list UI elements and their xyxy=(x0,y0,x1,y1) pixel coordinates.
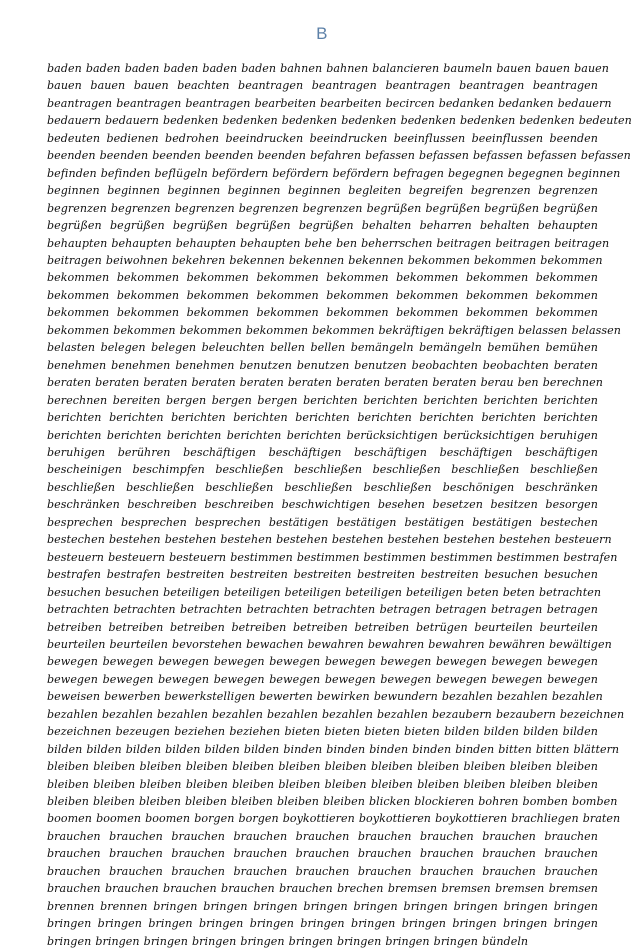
word-list-line: bleiben bleiben bleiben bleiben bleiben bleiben bleiben bleiben bleiben bleiben bleiben bleiben xyxy=(47,777,598,791)
word-list-line: brauchen brauchen brauchen brauchen brauchen brauchen brauchen brauchen brauchen xyxy=(47,847,598,861)
word-list-line: bekommen bekommen bekommen bekommen bekommen bekommen bekommen bekommen xyxy=(47,306,598,320)
word-list-body xyxy=(47,60,632,950)
word-list-line: betrachten betrachten betrachten betrachten betrachten betragen betragen betragen betragen xyxy=(47,603,598,617)
word-list-line: beraten beraten beraten beraten beraten beraten beraten beraten beraten berau ben berechnen xyxy=(47,376,603,390)
word-list-line: bauen bauen bauen beachten beantragen beantragen beantragen beantragen beantragen xyxy=(47,79,598,93)
word-list-line: bestrafen bestrafen bestreiten bestreiten bestreiten bestreiten bestreiten besuchen besuchen xyxy=(47,568,598,582)
word-list-line: beenden beenden beenden beenden beenden befahren befassen befassen befassen befassen befassen xyxy=(47,149,631,163)
word-list-line: boomen boomen boomen borgen borgen boykottieren boykottieren boykottieren brachliegen braten xyxy=(47,812,621,826)
word-list-line: betreiben betreiben betreiben betreiben betreiben betreiben betrügen beurteilen beurteilen xyxy=(47,620,598,634)
word-list-line: beschränken beschreiben beschreiben beschwichtigen besehen besetzen besitzen besorgen xyxy=(47,498,598,512)
page-title-letter: B xyxy=(316,24,328,43)
word-list-line: befinden befinden beflügeln befördern befördern befördern befragen begegnen begegnen beginnen xyxy=(47,166,621,180)
word-list-line: bekommen bekommen bekommen bekommen bekommen bekräftigen bekräftigen belassen belassen xyxy=(47,323,621,337)
word-list-line: beruhigen berühren beschäftigen beschäftigen beschäftigen beschäftigen beschäftigen xyxy=(47,445,598,459)
word-list-line: benehmen benehmen benehmen benutzen benutzen benutzen beobachten beobachten beraten xyxy=(47,358,598,372)
word-list-line: besuchen besuchen beteiligen beteiligen beteiligen beteiligen beteiligen beten beten betrachten xyxy=(47,585,602,599)
word-list-line: beweisen bewerben bewerkstelligen bewerten bewirken bewundern bezahlen bezahlen bezahlen xyxy=(47,690,603,704)
word-list-line: baden baden baden baden baden baden bahnen bahnen balancieren baumeln bauen bauen bauen xyxy=(47,62,609,75)
word-list-line: brennen brennen bringen bringen bringen bringen bringen bringen bringen bringen bringen xyxy=(47,899,598,913)
word-list-line: bekommen bekommen bekommen bekommen bekommen bekommen bekommen bekommen xyxy=(47,288,598,302)
word-list-line: bezeichnen bezeugen beziehen beziehen bieten bieten bieten bieten bilden bilden bilden bilden xyxy=(47,725,598,739)
word-list-line: begrenzen begrenzen begrenzen begrenzen begrenzen begrüßen begrüßen begrüßen begrüßen xyxy=(47,201,598,215)
word-list-line: bringen bringen bringen bringen bringen bringen bringen bringen bringen bündeln xyxy=(47,934,529,948)
word-list-line: beitragen beiwohnen bekehren bekennen bekennen bekennen bekommen bekommen bekommen xyxy=(47,253,603,267)
word-list-line: brauchen brauchen brauchen brauchen brauchen brechen bremsen bremsen bremsen bremsen xyxy=(47,882,598,896)
word-list-line: berichten berichten berichten berichten berichten berichten berichten berichten berichten xyxy=(47,411,598,425)
word-list-line: bleiben bleiben bleiben bleiben bleiben bleiben bleiben blicken blockieren bohren bomben bomben xyxy=(47,795,618,809)
word-list-line: bilden bilden bilden bilden bilden bilden binden binden binden binden binden bitten bitten blättern xyxy=(47,742,620,756)
word-list-line: behaupten behaupten behaupten behaupten behe ben beherrschen beitragen beitragen beitragen xyxy=(47,236,610,250)
word-list-line: bedeuten bedienen bedrohen beeindrucken beeindrucken beeinflussen beeinflussen beenden xyxy=(47,131,598,145)
word-list-line: brauchen brauchen brauchen brauchen brauchen brauchen brauchen brauchen brauchen xyxy=(47,864,598,878)
word-list-line: berichten berichten berichten berichten berichten berücksichtigen berücksichtigen beruhigen xyxy=(47,428,598,442)
word-list-line: beurteilen beurteilen bevorstehen bewachen bewahren bewahren bewahren bewähren bewältigen xyxy=(47,637,612,651)
word-list-line: bewegen bewegen bewegen bewegen bewegen bewegen bewegen bewegen bewegen bewegen xyxy=(47,655,598,669)
word-list-line: bleiben bleiben bleiben bleiben bleiben bleiben bleiben bleiben bleiben bleiben bleiben bleiben xyxy=(47,760,598,774)
word-list-line: brauchen brauchen brauchen brauchen brauchen brauchen brauchen brauchen brauchen xyxy=(47,829,598,843)
word-list-line: bescheinigen beschimpfen beschließen beschließen beschließen beschließen beschließen xyxy=(47,463,598,477)
word-list-line: beantragen beantragen beantragen bearbeiten bearbeiten becircen bedanken bedanken bedauern xyxy=(47,96,612,110)
word-list-line: bezahlen bezahlen bezahlen bezahlen bezahlen bezahlen bezahlen bezaubern bezaubern bezeichnen xyxy=(47,707,625,721)
word-list-line: belasten belegen belegen beleuchten bellen bellen bemängeln bemängeln bemühen bemühen xyxy=(47,341,598,355)
word-list-line: begrüßen begrüßen begrüßen begrüßen begrüßen behalten beharren behalten behaupten xyxy=(47,219,598,233)
word-list-line: bringen bringen bringen bringen bringen bringen bringen bringen bringen bringen bringen xyxy=(47,917,598,931)
word-list-line: beschließen beschließen beschließen beschließen beschließen beschönigen beschränken xyxy=(47,480,598,494)
word-list-line: beginnen beginnen beginnen beginnen beginnen begleiten begreifen begrenzen begrenzen xyxy=(47,184,598,198)
word-list-line: bestechen bestehen bestehen bestehen bestehen bestehen bestehen bestehen bestehen besteuern xyxy=(47,533,612,547)
word-list-line: berechnen bereiten bergen bergen bergen berichten berichten berichten berichten berichten xyxy=(47,393,598,407)
word-list-line: besprechen besprechen besprechen bestätigen bestätigen bestätigen bestätigen bestechen xyxy=(47,515,598,529)
word-list-line: bewegen bewegen bewegen bewegen bewegen bewegen bewegen bewegen bewegen bewegen xyxy=(47,672,598,686)
word-list-line: bedauern bedauern bedenken bedenken bedenken bedenken bedenken bedenken bedenken bedeuten xyxy=(47,114,632,128)
word-list-line: besteuern besteuern besteuern bestimmen bestimmen bestimmen bestimmen bestimmen bestrafen xyxy=(47,550,618,564)
word-list-line: bekommen bekommen bekommen bekommen bekommen bekommen bekommen bekommen xyxy=(47,271,598,285)
